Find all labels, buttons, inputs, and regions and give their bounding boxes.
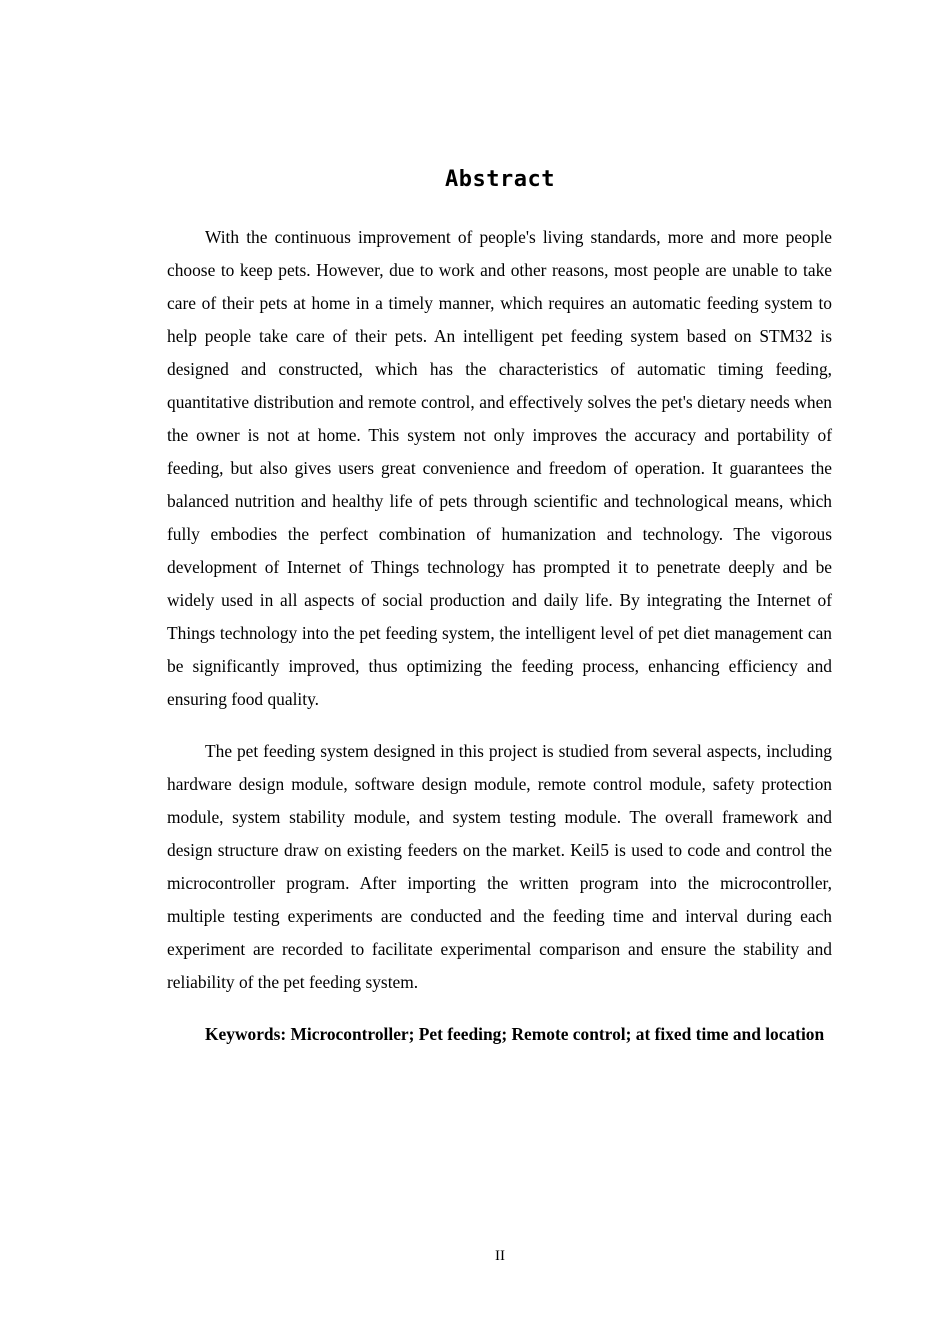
abstract-paragraph-2: The pet feeding system designed in this project is studied from several aspects, including hardware design module, software design module, remote control module, safety protection module, system stability module, and system testing module. The overall framework and design structure draw on existing feeders on the market. Keil5 is used to code and control the microcontroller program. After importing the written program into the microcontroller, multiple testing experiments are conducted and the feeding time and interval during each experiment are recorded to facilitate experimental comparison and ensure the stability and reliability of the pet feeding system. — [167, 741, 832, 992]
page-number: II — [495, 1248, 505, 1264]
abstract-body — [167, 221, 832, 1051]
abstract-paragraph-1: With the continuous improvement of people's living standards, more and more people choose to keep pets. However, due to work and other reasons, most people are unable to take care of their pets at home in a timely manner, which requires an automatic feeding system to help people take care of their pets. An intelligent pet feeding system based on STM32 is designed and constructed, which has the characteristics of automatic timing feeding, quantitative distribution and remote control, and effectively solves the pet's dietary needs when the owner is not at home. This system not only improves the accuracy and portability of feeding, but also gives users great convenience and freedom of operation. It guarantees the balanced nutrition and healthy life of pets through scientific and technological means, which fully embodies the perfect combination of humanization and technology. The vigorous development of Internet of Things technology has prompted it to penetrate deeply and be widely used in all aspects of social production and daily life. By integrating the Internet of Things technology into the pet feeding system, the intelligent level of pet diet management can be significantly improved, thus optimizing the feeding process, enhancing efficiency and ensuring food quality. — [167, 227, 832, 709]
abstract-title: Abstract — [445, 167, 555, 192]
keywords-line: Keywords: Microcontroller; Pet feeding; Remote control; at fixed time and location — [205, 1024, 825, 1044]
